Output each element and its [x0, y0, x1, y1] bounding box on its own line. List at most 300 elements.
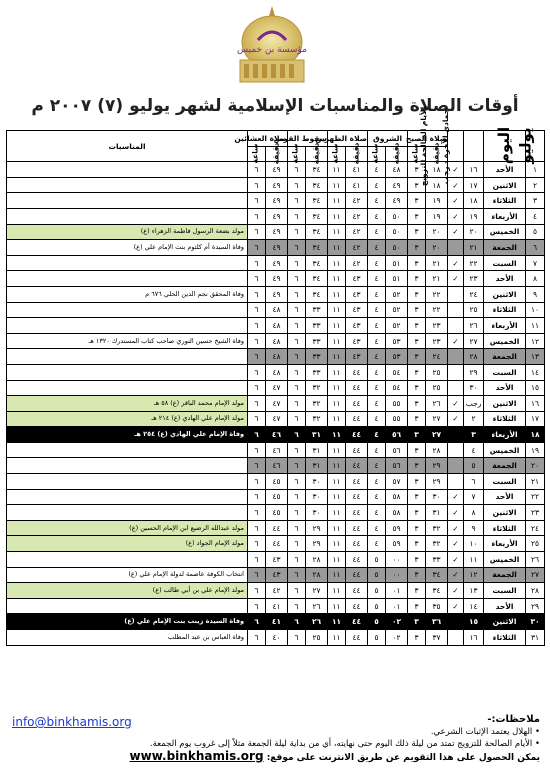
dhuhr-hour: ١١: [328, 442, 346, 458]
fajr-hour: ٣: [408, 208, 426, 224]
institution-logo: [228, 4, 316, 92]
sunrise-minute: ٥٢: [386, 286, 408, 302]
dhuhr-hour: ١١: [328, 520, 346, 536]
hijri-date: ١٥: [464, 614, 484, 630]
isha-minute: ٤١: [266, 598, 288, 614]
dhuhr-minute: ٤٤: [346, 396, 368, 412]
maghrib-hour: ٦: [288, 396, 306, 412]
day-name: الجمعة: [484, 567, 526, 583]
day-number: ٢٤: [526, 520, 545, 536]
sunrise-minute: ٤٩: [386, 177, 408, 193]
fajr-minute: ٣٥: [426, 598, 448, 614]
event-text: انتخاب الكوفة عاصمة لدولة الإمام علي (ع): [7, 567, 248, 583]
email-link[interactable]: info@binkhamis.org: [12, 715, 132, 729]
dhuhr-hour: ١١: [328, 614, 346, 630]
maghrib-header: سقوط القرص: [288, 131, 328, 147]
event-text: وفاة السيدة أم كلثوم بنت الإمام علي (ع): [7, 240, 248, 256]
day-number: ١٦: [526, 396, 545, 412]
day-number: ٦: [526, 240, 545, 256]
day-name: الخميس: [484, 333, 526, 349]
table-row: [7, 318, 545, 334]
table-row: [7, 333, 545, 349]
isha-hour: ٦: [248, 489, 266, 505]
isha-minute: ٤٩: [266, 271, 288, 287]
table-row: [7, 349, 545, 365]
hijri-date: ١٢: [464, 567, 484, 583]
day-number: ٩: [526, 286, 545, 302]
maghrib-minute: ٣٢: [306, 411, 328, 427]
table-row: [7, 193, 545, 209]
table-row: [7, 427, 545, 443]
sunrise-hour: ٤: [368, 208, 386, 224]
day-number: ٢٨: [526, 583, 545, 599]
maghrib-minute: ٣٤: [306, 271, 328, 287]
table-row: [7, 536, 545, 552]
dhuhr-hour: ١١: [328, 583, 346, 599]
hijri-date: ١٦: [464, 630, 484, 646]
isha-minute: ٤٢: [266, 583, 288, 599]
day-name: الأربعاء: [484, 208, 526, 224]
fajr-minute: ٣٠: [426, 489, 448, 505]
sunrise-minute: ٥١: [386, 255, 408, 271]
isha-hour: ٦: [248, 567, 266, 583]
isha-hour: ٦: [248, 224, 266, 240]
maghrib-hour: ٦: [288, 255, 306, 271]
fajr-minute: ٣٣: [426, 552, 448, 568]
maghrib-hour: ٦: [288, 614, 306, 630]
maghrib-minute: ٣٤: [306, 224, 328, 240]
isha-hour: ٦: [248, 427, 266, 443]
event-text: [7, 380, 248, 396]
good-day-mark: ✓: [448, 177, 464, 193]
sunrise-minute: ٠٢: [386, 614, 408, 630]
hijri-date: ٢٢: [464, 255, 484, 271]
dhuhr-minute: ٤١: [346, 177, 368, 193]
maghrib-minute: ٣٣: [306, 349, 328, 365]
isha-minute: ٤٤: [266, 536, 288, 552]
event-text: وفاة السيدة زينب بنت الإمام علي (ع): [7, 614, 248, 630]
isha-hour: ٦: [248, 318, 266, 334]
event-text: [7, 598, 248, 614]
sunrise-hour: ٥: [368, 598, 386, 614]
isha-hour: ٦: [248, 442, 266, 458]
hijri-date: ٢٣: [464, 271, 484, 287]
maghrib-hour: ٦: [288, 489, 306, 505]
event-text: [7, 193, 248, 209]
day-number: ٢٧: [526, 567, 545, 583]
isha-hour: ٦: [248, 411, 266, 427]
maghrib-minute: ٣١: [306, 442, 328, 458]
table-row: [7, 442, 545, 458]
sunrise-minute: ٠١: [386, 583, 408, 599]
fajr-hour: ٣: [408, 333, 426, 349]
good-day-mark: ✓: [448, 567, 464, 583]
fajr-hour: ٣: [408, 318, 426, 334]
day-name: الثلاثاء: [484, 630, 526, 646]
sunrise-minute: ٠٠: [386, 567, 408, 583]
sunrise-minute: ٥٦: [386, 442, 408, 458]
maghrib-minute: ٣١: [306, 458, 328, 474]
isha-minute: ٤٨: [266, 302, 288, 318]
isha-hour: ٦: [248, 630, 266, 646]
maghrib-hour: ٦: [288, 349, 306, 365]
event-text: وفاة الإمام علي الهادي (ع) ٢٥٤ هـ: [7, 427, 248, 443]
dhuhr-hour: ١١: [328, 271, 346, 287]
fajr-minute: ١٨: [426, 177, 448, 193]
isha-minute: ٤٠: [266, 630, 288, 646]
isha-minute: ٤٨: [266, 318, 288, 334]
event-text: مولد عبدالله الرضيع ابن الإمام الحسين (ع): [7, 520, 248, 536]
dhuhr-minute: ٤٢: [346, 255, 368, 271]
day-number: ١٣: [526, 349, 545, 365]
event-text: مولد الإمام علي بن أبي طالب (ع): [7, 583, 248, 599]
isha-minute: ٤٧: [266, 380, 288, 396]
table-row: [7, 505, 545, 521]
dhuhr-hour: ١١: [328, 333, 346, 349]
table-row: [7, 208, 545, 224]
dhuhr-minute: ٤٤: [346, 520, 368, 536]
sunrise-hour: ٤: [368, 380, 386, 396]
fajr-minute: ١٩: [426, 193, 448, 209]
dhuhr-hour: ١١: [328, 349, 346, 365]
minute-header: دقيقة: [266, 146, 288, 162]
good-day-mark: [448, 364, 464, 380]
day-number: ٣: [526, 193, 545, 209]
isha-minute: ٤٨: [266, 349, 288, 365]
table-row: [7, 380, 545, 396]
dhuhr-hour: ١١: [328, 380, 346, 396]
event-text: [7, 474, 248, 490]
minute-header: دقيقة: [306, 146, 328, 162]
event-text: وفاة المحقق نجم الدين الحلي ٦٧٦ م: [7, 286, 248, 302]
dhuhr-minute: ٤٤: [346, 598, 368, 614]
day-number: ٢٦: [526, 552, 545, 568]
isha-hour: ٦: [248, 614, 266, 630]
fajr-minute: ٢٤: [426, 349, 448, 365]
isha-hour: ٦: [248, 505, 266, 521]
maghrib-minute: ٣٠: [306, 489, 328, 505]
fajr-minute: ٣٢: [426, 520, 448, 536]
isha-minute: ٤٩: [266, 286, 288, 302]
maghrib-minute: ٢٦: [306, 614, 328, 630]
dhuhr-hour: ١١: [328, 567, 346, 583]
dhuhr-hour: ١١: [328, 396, 346, 412]
day-number: ١٤: [526, 364, 545, 380]
fajr-minute: ٢٥: [426, 364, 448, 380]
day-name: الأحد: [484, 380, 526, 396]
good-day-mark: ✓: [448, 505, 464, 521]
sunrise-minute: ٥٥: [386, 411, 408, 427]
good-day-mark: [448, 474, 464, 490]
isha-minute: ٤٣: [266, 552, 288, 568]
dhuhr-minute: ٤٣: [346, 318, 368, 334]
dhuhr-header: صلاة الظهرين: [328, 131, 368, 147]
day-name: الثلاثاء: [484, 520, 526, 536]
table-row: [7, 177, 545, 193]
sunrise-minute: ٥٨: [386, 505, 408, 521]
table-row: [7, 396, 545, 412]
minute-header: دقيقة: [426, 146, 448, 162]
good-day-mark: [448, 380, 464, 396]
day-number: ٢١: [526, 474, 545, 490]
sunrise-hour: ٤: [368, 411, 386, 427]
day-name: الجمعة: [484, 458, 526, 474]
hijri-date: ٢٧: [464, 333, 484, 349]
sunrise-hour: ٤: [368, 505, 386, 521]
sunrise-minute: ٥٧: [386, 474, 408, 490]
day-name: الثلاثاء: [484, 193, 526, 209]
day-name: الثلاثاء: [484, 302, 526, 318]
maghrib-hour: ٦: [288, 240, 306, 256]
maghrib-hour: ٦: [288, 208, 306, 224]
dhuhr-hour: ١١: [328, 505, 346, 521]
maghrib-hour: ٦: [288, 162, 306, 178]
isha-hour: ٦: [248, 349, 266, 365]
dhuhr-hour: ١١: [328, 427, 346, 443]
day-number: ١٩: [526, 442, 545, 458]
isha-minute: ٤٩: [266, 255, 288, 271]
sunrise-hour: ٤: [368, 224, 386, 240]
event-text: [7, 255, 248, 271]
event-text: مولد الإمام الجواد (ع): [7, 536, 248, 552]
good-days-header: الأيام الصالحة للتزويج: [448, 131, 464, 162]
dhuhr-hour: ١١: [328, 411, 346, 427]
fajr-hour: ٣: [408, 193, 426, 209]
hijri-date: ٥: [464, 458, 484, 474]
maghrib-hour: ٦: [288, 598, 306, 614]
isha-hour: ٦: [248, 240, 266, 256]
fajr-hour: ٣: [408, 302, 426, 318]
maghrib-minute: ٣٢: [306, 396, 328, 412]
good-day-mark: [448, 318, 464, 334]
maghrib-hour: ٦: [288, 318, 306, 334]
hijri-date: ١٣: [464, 583, 484, 599]
day-number: ٢٣: [526, 505, 545, 521]
maghrib-hour: ٦: [288, 583, 306, 599]
fajr-hour: ٣: [408, 520, 426, 536]
fajr-minute: ٣٤: [426, 567, 448, 583]
dhuhr-minute: ٤٤: [346, 489, 368, 505]
day-name: السبت: [484, 474, 526, 490]
event-text: مولد بضعة الرسول فاطمة الزهراء (ع): [7, 224, 248, 240]
isha-hour: ٦: [248, 458, 266, 474]
good-day-mark: [448, 240, 464, 256]
dhuhr-minute: ٤٢: [346, 224, 368, 240]
event-text: [7, 442, 248, 458]
note-1: • الهلال يعتمد الإثبات الشرعي.: [430, 727, 540, 737]
maghrib-hour: ٦: [288, 380, 306, 396]
good-day-mark: ✓: [448, 224, 464, 240]
fajr-minute: ٢٠: [426, 240, 448, 256]
isha-minute: ٤٩: [266, 177, 288, 193]
good-day-mark: ✓: [448, 520, 464, 536]
maghrib-minute: ٣٤: [306, 177, 328, 193]
hijri-date: ١٤: [464, 598, 484, 614]
dhuhr-minute: ٤٤: [346, 364, 368, 380]
good-day-mark: ✓: [448, 208, 464, 224]
hijri-header: جمادى الآخرة - رجب: [464, 131, 484, 162]
dhuhr-minute: ٤٣: [346, 302, 368, 318]
sunrise-hour: ٤: [368, 333, 386, 349]
dhuhr-minute: ٤٤: [346, 552, 368, 568]
isha-minute: ٤٦: [266, 427, 288, 443]
dhuhr-hour: ١١: [328, 286, 346, 302]
hijri-date: ٢٤: [464, 286, 484, 302]
event-text: [7, 302, 248, 318]
dhuhr-minute: ٤٣: [346, 286, 368, 302]
sunrise-hour: ٤: [368, 474, 386, 490]
fajr-minute: ٢٢: [426, 286, 448, 302]
table-body: [7, 162, 545, 645]
sunrise-hour: ٤: [368, 427, 386, 443]
isha-minute: ٤٥: [266, 505, 288, 521]
hijri-date: ٢٨: [464, 349, 484, 365]
fajr-hour: ٣: [408, 583, 426, 599]
isha-hour: ٦: [248, 536, 266, 552]
day-name: الاثنين: [484, 396, 526, 412]
good-day-mark: [448, 442, 464, 458]
dhuhr-minute: ٤٤: [346, 583, 368, 599]
day-number: ١: [526, 162, 545, 178]
fajr-hour: ٣: [408, 552, 426, 568]
maghrib-minute: ٣٤: [306, 286, 328, 302]
fajr-minute: ٢٢: [426, 302, 448, 318]
maghrib-hour: ٦: [288, 177, 306, 193]
hijri-date: ٩: [464, 520, 484, 536]
sunrise-hour: ٤: [368, 364, 386, 380]
maghrib-hour: ٦: [288, 552, 306, 568]
event-text: [7, 177, 248, 193]
event-text: وفاة العباس بن عبد المطلب: [7, 630, 248, 646]
sunrise-minute: ٥٩: [386, 520, 408, 536]
fajr-hour: ٣: [408, 224, 426, 240]
good-day-mark: ✓: [448, 411, 464, 427]
website-link[interactable]: www.binkhamis.org: [129, 749, 264, 763]
fajr-hour: ٣: [408, 458, 426, 474]
hour-header: ساعة: [368, 146, 386, 162]
fajr-hour: ٣: [408, 364, 426, 380]
note-2: • الأيام الصالحة للتزويج تمتد من ليلة ذلك اليوم حتى نهايته، أي من بداية ليلة الجمعة مثلاً إلى غروب يوم الجمعة.: [149, 739, 540, 749]
hijri-date: ٣: [464, 427, 484, 443]
good-day-mark: [448, 286, 464, 302]
day-number: ١٨: [526, 427, 545, 443]
good-day-mark: ✓: [448, 536, 464, 552]
sunrise-minute: ٥٠: [386, 208, 408, 224]
sunrise-hour: ٤: [368, 286, 386, 302]
day-name: الاثنين: [484, 614, 526, 630]
hijri-date: ٢١: [464, 240, 484, 256]
sunrise-minute: ٥٦: [386, 427, 408, 443]
sunrise-hour: ٤: [368, 396, 386, 412]
sunrise-hour: ٥: [368, 614, 386, 630]
day-name: الأربعاء: [484, 536, 526, 552]
maghrib-minute: ٣٤: [306, 255, 328, 271]
fajr-minute: ٢٩: [426, 474, 448, 490]
isha-hour: ٦: [248, 208, 266, 224]
day-name: الأربعاء: [484, 427, 526, 443]
hijri-date: ٢٠: [464, 224, 484, 240]
isha-header: صلاة العشائين: [248, 131, 288, 147]
maghrib-minute: ٣٤: [306, 240, 328, 256]
maghrib-hour: ٦: [288, 474, 306, 490]
hijri-date: ١٧: [464, 177, 484, 193]
day-header: اليوم: [484, 131, 526, 162]
isha-minute: ٤٣: [266, 567, 288, 583]
isha-hour: ٦: [248, 162, 266, 178]
hijri-date: ٢٦: [464, 318, 484, 334]
fajr-hour: ٣: [408, 380, 426, 396]
table-row: [7, 364, 545, 380]
day-name: السبت: [484, 583, 526, 599]
day-name: الخميس: [484, 442, 526, 458]
isha-hour: ٦: [248, 302, 266, 318]
maghrib-hour: ٦: [288, 536, 306, 552]
fajr-hour: ٣: [408, 271, 426, 287]
dhuhr-minute: ٤٤: [346, 380, 368, 396]
dhuhr-hour: ١١: [328, 458, 346, 474]
dhuhr-hour: ١١: [328, 536, 346, 552]
good-day-mark: ✓: [448, 583, 464, 599]
table-row: [7, 583, 545, 599]
dhuhr-minute: ٤٤: [346, 614, 368, 630]
day-name: الاثنين: [484, 505, 526, 521]
sunrise-minute: ٥٥: [386, 396, 408, 412]
hijri-date: رجب: [464, 396, 484, 412]
fajr-minute: ٣٧: [426, 630, 448, 646]
day-name: الاثنين: [484, 286, 526, 302]
maghrib-hour: ٦: [288, 271, 306, 287]
good-day-mark: ✓: [448, 162, 464, 178]
fajr-hour: ٣: [408, 614, 426, 630]
dhuhr-hour: ١١: [328, 598, 346, 614]
maghrib-minute: ٣٣: [306, 333, 328, 349]
notes-title: ملاحظات:-: [487, 714, 540, 725]
sunrise-minute: ٠١: [386, 598, 408, 614]
event-text: مولد الإمام محمد الباقر (ع) ٥٨ هـ: [7, 396, 248, 412]
event-text: [7, 318, 248, 334]
table-row: [7, 474, 545, 490]
dhuhr-minute: ٤٢: [346, 193, 368, 209]
isha-minute: ٤٩: [266, 208, 288, 224]
fajr-hour: ٣: [408, 411, 426, 427]
sunrise-header: الشروق: [368, 131, 408, 147]
sunrise-minute: ٥٩: [386, 536, 408, 552]
day-name: الخميس: [484, 552, 526, 568]
isha-hour: ٦: [248, 583, 266, 599]
hijri-date: ٨: [464, 505, 484, 521]
table-row: [7, 255, 545, 271]
sunrise-hour: ٥: [368, 583, 386, 599]
hour-header: ساعة: [328, 146, 346, 162]
dhuhr-hour: ١١: [328, 208, 346, 224]
hijri-date: ٢٩: [464, 364, 484, 380]
dhuhr-hour: ١١: [328, 162, 346, 178]
good-day-mark: [448, 349, 464, 365]
dhuhr-minute: ٤٤: [346, 474, 368, 490]
good-day-mark: ✓: [448, 552, 464, 568]
hijri-date: ١٠: [464, 536, 484, 552]
good-day-mark: ✓: [448, 489, 464, 505]
day-number: ٥: [526, 224, 545, 240]
sunrise-minute: ٥٣: [386, 349, 408, 365]
fajr-minute: ٢١: [426, 255, 448, 271]
maghrib-minute: ٢٨: [306, 552, 328, 568]
hijri-date: ١٨: [464, 193, 484, 209]
day-number: ٤: [526, 208, 545, 224]
maghrib-minute: ٣٤: [306, 193, 328, 209]
month-header: يوليو: [526, 131, 545, 162]
sunrise-hour: ٤: [368, 193, 386, 209]
